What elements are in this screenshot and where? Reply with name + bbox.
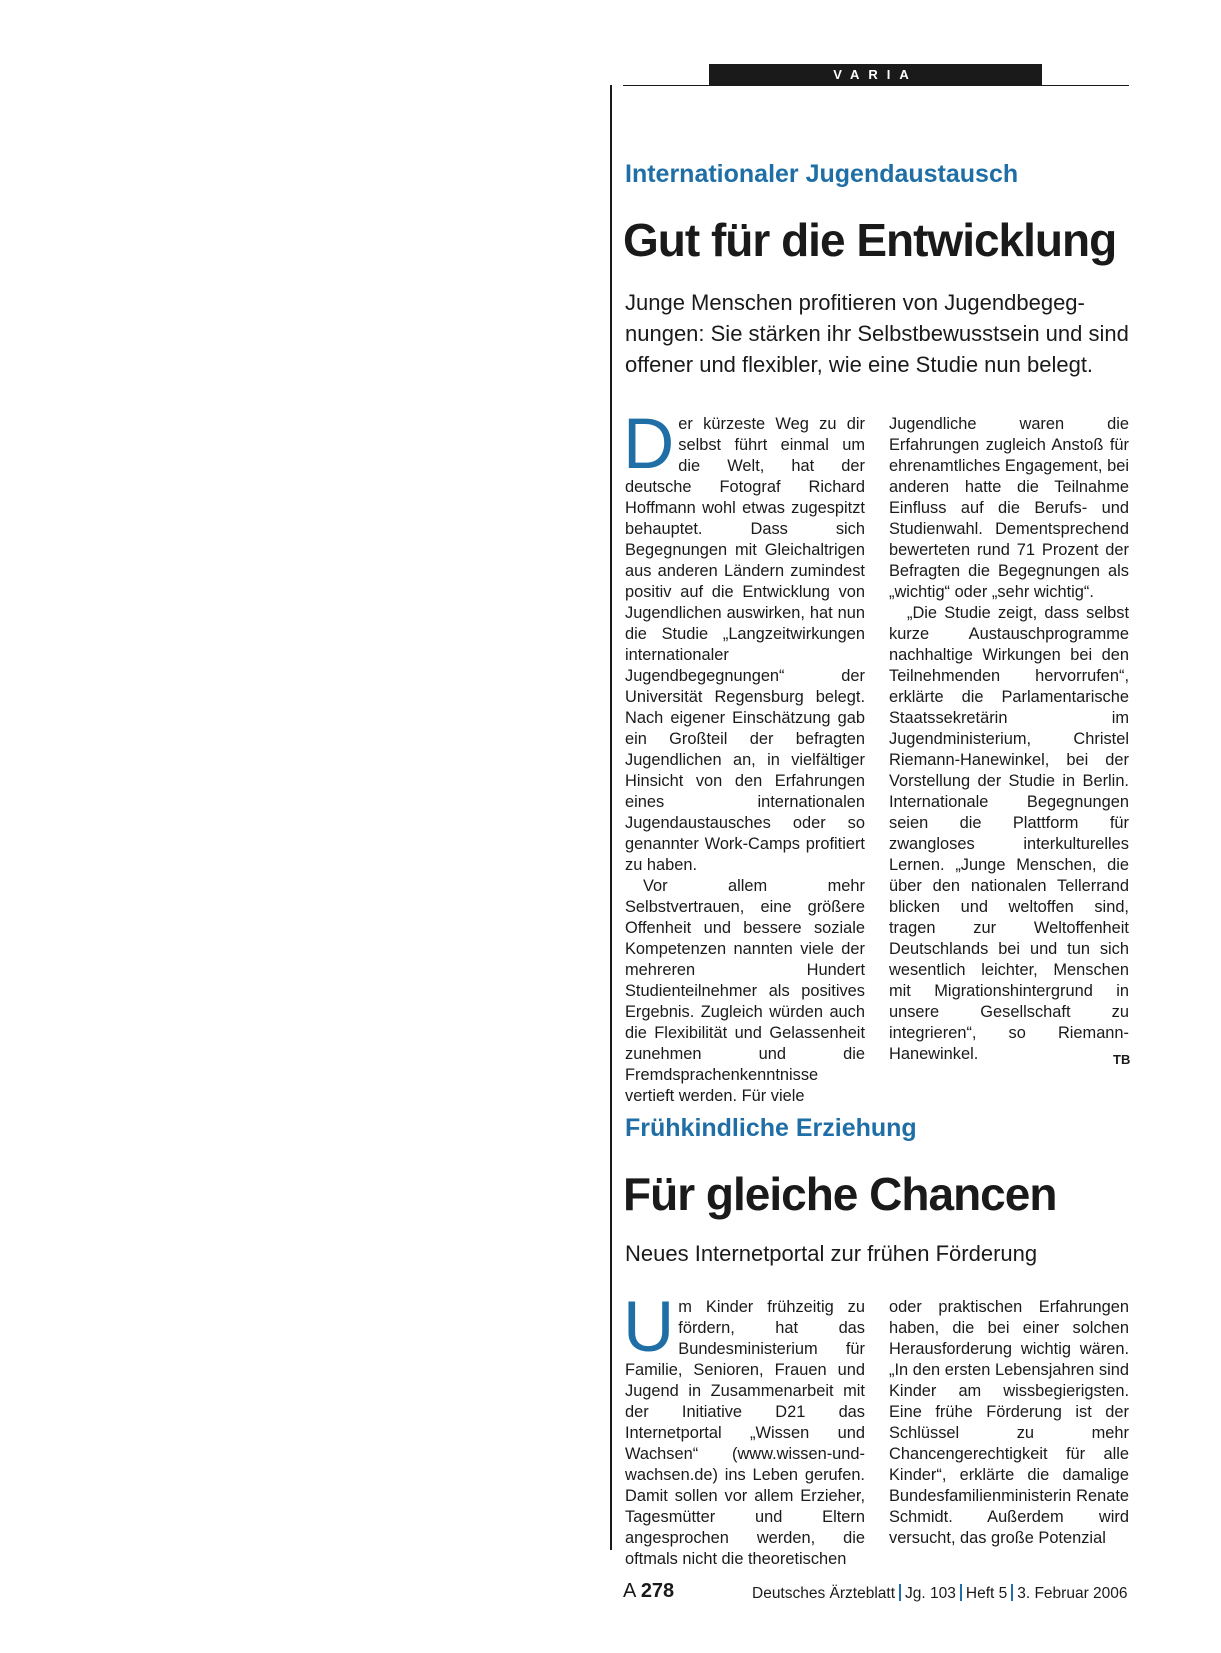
- article2-paragraph: oder praktischen Erfahrungen haben, die bei einer solchen Herausforderung wichtig wären. „In den ersten Lebensjahren sind Kinder am wissbegierigsten. Eine frühe Förderung ist der Schlüssel zu mehr Chancengerechtigkeit für alle Kinder“, erklärte die damalige Bundesfamilienministerin Renate Schmidt. Außerdem wird versucht, das große Potenzial: [889, 1298, 1129, 1547]
- article2-headline: Für gleiche Chancen: [623, 1168, 1057, 1220]
- article1-paragraph: [623, 405, 865, 876]
- left-column-rule: [610, 85, 612, 1550]
- article1-column-1: [623, 405, 865, 1107]
- article2-kicker: Frühkindliche Erziehung: [625, 1114, 917, 1142]
- article1-column-2: [889, 414, 1129, 1065]
- section-label: VARIA: [709, 64, 1042, 86]
- article1-paragraph: Jugendliche waren die Erfahrungen zugleich Anstoß für ehrenamtliches Engagement, bei anderen hatte die Teilnahme Einfluss auf die Berufs- und Studienwahl. Dementsprechend bewerteten rund 71 Prozent der Befragten die Begegnungen als „wichtig“ oder „sehr wichtig“.: [889, 415, 1129, 601]
- footer-separator: [899, 1584, 901, 1601]
- article2-dropcap: U: [623, 1288, 675, 1367]
- article1-paragraph: „Die Studie zeigt, dass selbst kurze Austauschprogramme nachhaltige Wirkungen bei den Teilnehmenden hervorrufen“, erklärte die Parlamentarische Staatssekretärin im Jugendministerium, Christel Riemann-Hanewinkel, bei der Vorstellung der Studie in Berlin. Internationale Begegnungen seien die Plattform für zwangloses interkulturelles Lernen. „Junge Menschen, die über den nationalen Tellerrand blicken und weltoffen sind, tragen zur Weltoffenheit Deutschlands bei und tun sich wesentlich leichter, Menschen mit Migrationshintergrund in unsere Gesellschaft zu integrieren“, so Riemann-Hanewinkel.: [889, 604, 1129, 1063]
- article1-headline: Gut für die Entwicklung: [623, 214, 1117, 266]
- article2-paragraph: [623, 1288, 865, 1570]
- top-rule: [623, 85, 1129, 86]
- article2-text: m Kinder frühzeitig zu fördern, hat das Bundesministerium für Familie, Senioren, Frauen und Jugend in Zusammenarbeit mit der Initiative D21 das Internetportal „Wissen und Wachsen“ (www.wissen-und-wachsen.de) ins Leben gerufen. Damit sollen vor allem Erzieher, Tagesmütter und Eltern angesprochen werden, die oftmals nicht die theoretischen: [625, 1298, 865, 1568]
- article1-dropcap: D: [623, 405, 675, 484]
- journal-date: 3. Februar 2006: [1017, 1585, 1128, 1602]
- footer-separator: [960, 1584, 962, 1601]
- article1-signature: TB: [1113, 1052, 1131, 1067]
- page-number-value: 278: [640, 1580, 675, 1602]
- article1-text: er kürzeste Weg zu dir selbst führt einmal um die Welt, hat der deutsche Fotograf Richard Hoffmann wohl etwas zugespitzt behauptet. Dass sich Begegnungen mit Gleichaltrigen aus anderen Ländern zumindest positiv auf die Entwicklung von Jugendlichen auswirken, hat nun die Studie „Langzeitwirkungen internationaler Jugendbegegnungen“ der Universität Regensburg belegt. Nach eigener Einschätzung gab ein Großteil der befragten Jugendlichen an, in vielfältiger Hinsicht von den Erfahrungen eines internationalen Jugendaustausches oder so genannter Work-Camps profitiert zu haben.: [625, 415, 865, 874]
- footer-info: [752, 1584, 1128, 1603]
- article1-deck: Junge Menschen profitieren von Jugendbegeg-nungen: Sie stärken ihr Selbstbewusstsein und sind offener und flexibler, wie eine Studie nun belegt.: [625, 290, 1129, 377]
- article1-paragraph: Vor allem mehr Selbstvertrauen, eine größere Offenheit und bessere soziale Kompetenzen nannten viele der mehreren Hundert Studienteilnehmer als positives Ergebnis. Zugleich würden auch die Flexibilität und Gelassenheit zunehmen und die Fremdsprachenkenntnisse vertieft werden. Für viele: [625, 877, 865, 1105]
- article2-column-2: [889, 1297, 1129, 1549]
- article2-column-1: [623, 1288, 865, 1570]
- article2-deck: Neues Internetportal zur frühen Förderung: [625, 1241, 1038, 1266]
- journal-volume: Jg. 103: [905, 1585, 956, 1602]
- footer-separator: [1011, 1584, 1013, 1601]
- article1-kicker: Internationaler Jugendaustausch: [625, 160, 1019, 188]
- journal-issue: Heft 5: [965, 1585, 1008, 1602]
- page-number: [623, 1580, 674, 1603]
- journal-name: Deutsches Ärzteblatt: [752, 1585, 896, 1602]
- page-prefix: A: [623, 1580, 636, 1602]
